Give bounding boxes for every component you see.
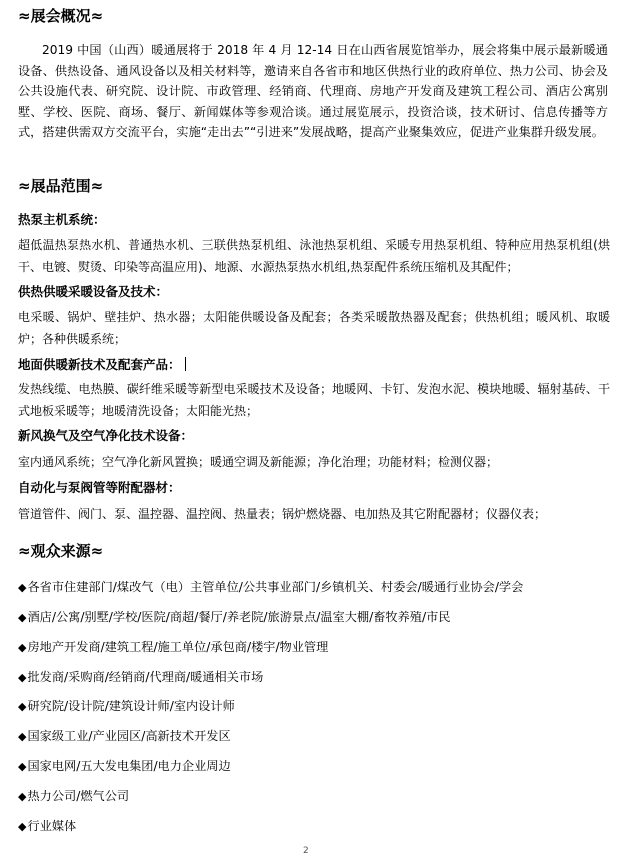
diamond-bullet-icon: ◆: [18, 760, 27, 773]
section-heading-audience: ≈观众来源≈: [18, 542, 104, 560]
list-item: ◆研究院/设计院/建筑设计师/室内设计师: [18, 699, 235, 713]
category-content: 室内通风系统；空气净化新风置换；暖通空调及新能源；净化治理；功能材料；检测仪器；: [18, 455, 499, 469]
category-content: 超低温热泵热水机、普通热水机、三联供热泵机组、泳池热泵机组、采暖专用热泵机组、特种应用热泵机组(烘干、电镀、熨烫、印染等高温应用)、地源、水源热泵热水机组,热泵配件系统压缩机及其配件；: [18, 238, 610, 274]
diamond-bullet-icon: ◆: [18, 671, 27, 684]
list-item: ◆行业媒体: [18, 819, 77, 833]
category-content: 电采暖、锅炉、壁挂炉、热水器；太阳能供暖设备及配套；各类采暖散热器及配套；供热机组；暖风机、取暖炉；各种供暖系统；: [18, 310, 610, 346]
list-item: ◆国家电网/五大发电集团/电力企业周边: [18, 759, 231, 773]
section-heading-overview: ≈展会概况≈: [18, 7, 104, 25]
diamond-bullet-icon: ◆: [18, 700, 27, 713]
diamond-bullet-icon: ◆: [18, 790, 27, 803]
category-content: 管道管件、阀门、泵、温控器、温控阀、热量表；锅炉燃烧器、电加热及其它附配器材；仪器仪表；: [18, 507, 547, 521]
section-heading-exhibits: ≈展品范围≈: [18, 177, 104, 195]
text-cursor: [185, 357, 186, 371]
list-item: ◆热力公司/燃气公司: [18, 789, 130, 803]
category-title: 自动化与泵阀管等附配器材：: [18, 480, 181, 495]
diamond-bullet-icon: ◆: [18, 611, 27, 624]
category-title: 新风换气及空气净化技术设备：: [18, 428, 194, 443]
list-item: ◆批发商/采购商/经销商/代理商/暖通相关市场: [18, 670, 264, 684]
list-item: ◆房地产开发商/建筑工程/施工单位/承包商/楼宇/物业管理: [18, 640, 329, 654]
diamond-bullet-icon: ◆: [18, 730, 27, 743]
category-title: 地面供暖新技术及配套产品：: [18, 356, 186, 374]
diamond-bullet-icon: ◆: [18, 581, 27, 594]
category-title: 供热供暖采暖设备及技术：: [18, 284, 169, 299]
category-title: 热泵主机系统：: [18, 212, 106, 227]
list-item: ◆各省市住建部门/煤改气（电）主管单位/公共事业部门/乡镇机关、村委会/暖通行业协会/学会: [18, 580, 524, 594]
diamond-bullet-icon: ◆: [18, 820, 27, 833]
list-item: ◆酒店/公寓/别墅/学校/医院/商超/餐厅/养老院/旅游景点/温室大棚/畜牧养殖/市民: [18, 610, 451, 624]
diamond-bullet-icon: ◆: [18, 641, 27, 654]
list-item: ◆国家级工业/产业园区/高新技术开发区: [18, 729, 231, 743]
overview-paragraph: 2019 中国（山西）暖通展将于 2018 年 4 月 12-14 日在山西省展览馆举办，展会将集中展示最新暖通设备、供热设备、通风设备以及相关材料等，邀请来自各省市和地区供热行业的政府单位、热力公司、协会及公共设施代表、研究院、设计院、市政管理、经销商、代理商、房地产开发商及建筑工程公司、酒店公寓别墅、学校、医院、商场、餐厅、新闻媒体等参观洽谈。通过展览展示，投资洽谈，技术研讨、信息传播等方式，搭建供需双方交流平台，实施“走出去”“引进来”发展战略，提高产业聚集效应，促进产业集群升级发展。: [18, 43, 608, 139]
page-number: 2: [303, 846, 309, 856]
category-content: 发热线缆、电热膜、碳纤维采暖等新型电采暖技术及设备；地暖网、卡钉、发泡水泥、模块地暖、辐射基砖、干式地板采暖等；地暖清洗设备；太阳能光热；: [18, 382, 610, 418]
